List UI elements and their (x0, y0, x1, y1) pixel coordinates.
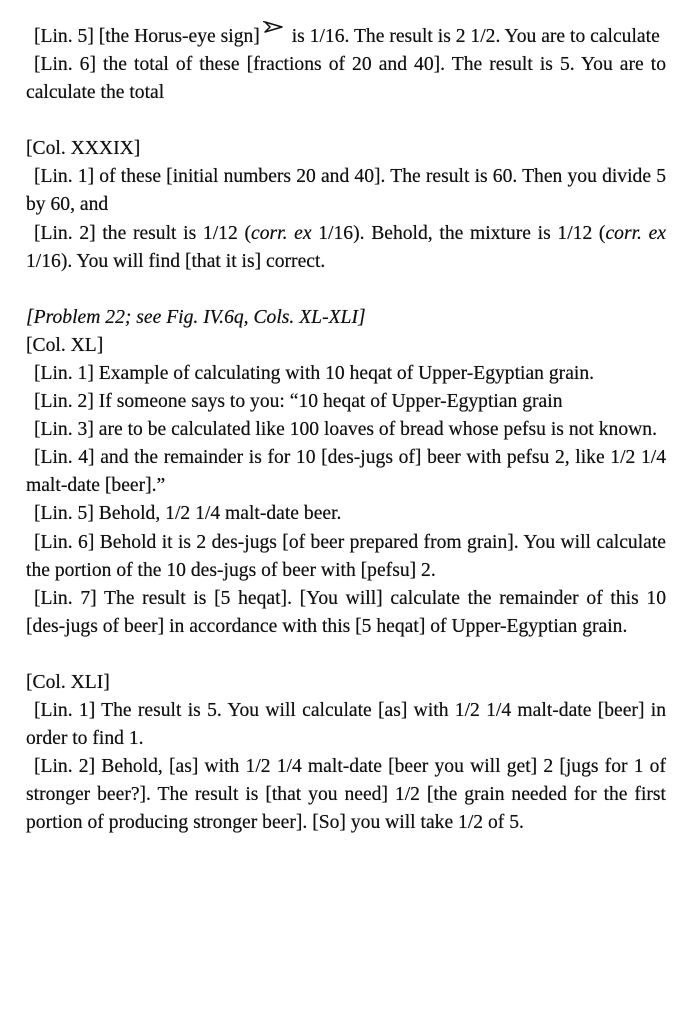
text-run: [Col. XLI] (26, 671, 110, 693)
text-run: [Lin. 2] Behold, [as] with 1/2 1/4 malt-date [beer you will get] 2 [jugs for 1 of stronger beer?]. The result is [that you need] 1/2 [the grain needed for the first portion of producing stronger beer]. [So] you will take 1/2 of 5. (26, 756, 666, 834)
document-page (26, 20, 666, 837)
text-run: 1/16). Behold, the mixture is 1/12 ( (311, 222, 606, 244)
text-run: [Col. XL] (26, 334, 104, 356)
section-heading (26, 304, 666, 332)
text-line-paragraph (26, 20, 666, 51)
text-run: [Lin. 4] and the remainder is for 10 [des-jugs of] beer with pefsu 2, like 1/2 1/4 malt-date [beer].” (26, 447, 666, 497)
text-line-paragraph (26, 500, 666, 528)
paragraph-gap (26, 107, 666, 135)
text-run: [Lin. 5] Behold, 1/2 1/4 malt-date beer. (34, 503, 342, 525)
italic-text: corr. ex (251, 222, 312, 244)
horus-eye-sign-icon (263, 20, 285, 34)
text-run: [Lin. 5] [the Horus-eye sign] (34, 26, 260, 47)
text-line-paragraph (26, 388, 666, 416)
text-run: [Lin. 3] are to be calculated like 100 loaves of bread whose pefsu is not known. (34, 419, 658, 441)
text-line-paragraph (26, 416, 666, 444)
text-run: [Lin. 1] Example of calculating with 10 heqat of Upper-Egyptian grain. (34, 362, 595, 384)
text-run: [Lin. 1] The result is 5. You will calculate [as] with 1/2 1/4 malt-date [beer] in order to find 1. (26, 699, 666, 750)
text-run: [Lin. 1] of these [initial numbers 20 and 40]. The result is 60. Then you divide 5 by 60, and (26, 166, 666, 216)
section-heading (26, 135, 666, 163)
paragraph-gap (26, 276, 666, 304)
text-line-paragraph (26, 220, 666, 276)
text-line-paragraph (26, 360, 666, 388)
section-heading (26, 332, 666, 360)
italic-text: [Problem 22; see Fig. IV.6q, Cols. XL-XLI] (26, 306, 366, 328)
text-run: [Lin. 6] Behold it is 2 des-jugs [of beer prepared from grain]. You will calculate the portion of the 10 des-jugs of beer with [pefsu] 2. (26, 531, 666, 581)
text-line-paragraph (26, 51, 666, 107)
text-run: [Lin. 7] The result is [5 heqat]. [You will] calculate the remainder of this 10 [des-jugs of beer] in accordance with this [5 heqat] of Upper-Egyptian grain. (26, 587, 666, 637)
text-run: is 1/16. The result is 2 1/2. You are to calculate (286, 26, 660, 47)
section-heading (26, 669, 666, 697)
text-run: 1/16). You will find [that it is] correct. (26, 250, 326, 272)
text-line-paragraph (26, 585, 666, 641)
text-run: [Lin. 2] If someone says to you: “10 heqat of Upper-Egyptian grain (34, 391, 563, 413)
paragraph-gap (26, 641, 666, 669)
text-run: [Lin. 6] the total of these [fractions of 20 and 40]. The result is 5. You are to calculate the total (26, 54, 666, 104)
text-line-paragraph (26, 163, 666, 219)
text-run: [Lin. 2] the result is 1/12 ( (34, 222, 251, 244)
italic-text: corr. ex (605, 222, 667, 244)
text-line-paragraph (26, 444, 666, 500)
text-run: [Col. XXXIX] (26, 138, 141, 160)
text-line-paragraph (26, 697, 666, 753)
text-line-paragraph (26, 753, 666, 837)
text-line-paragraph (26, 529, 666, 585)
